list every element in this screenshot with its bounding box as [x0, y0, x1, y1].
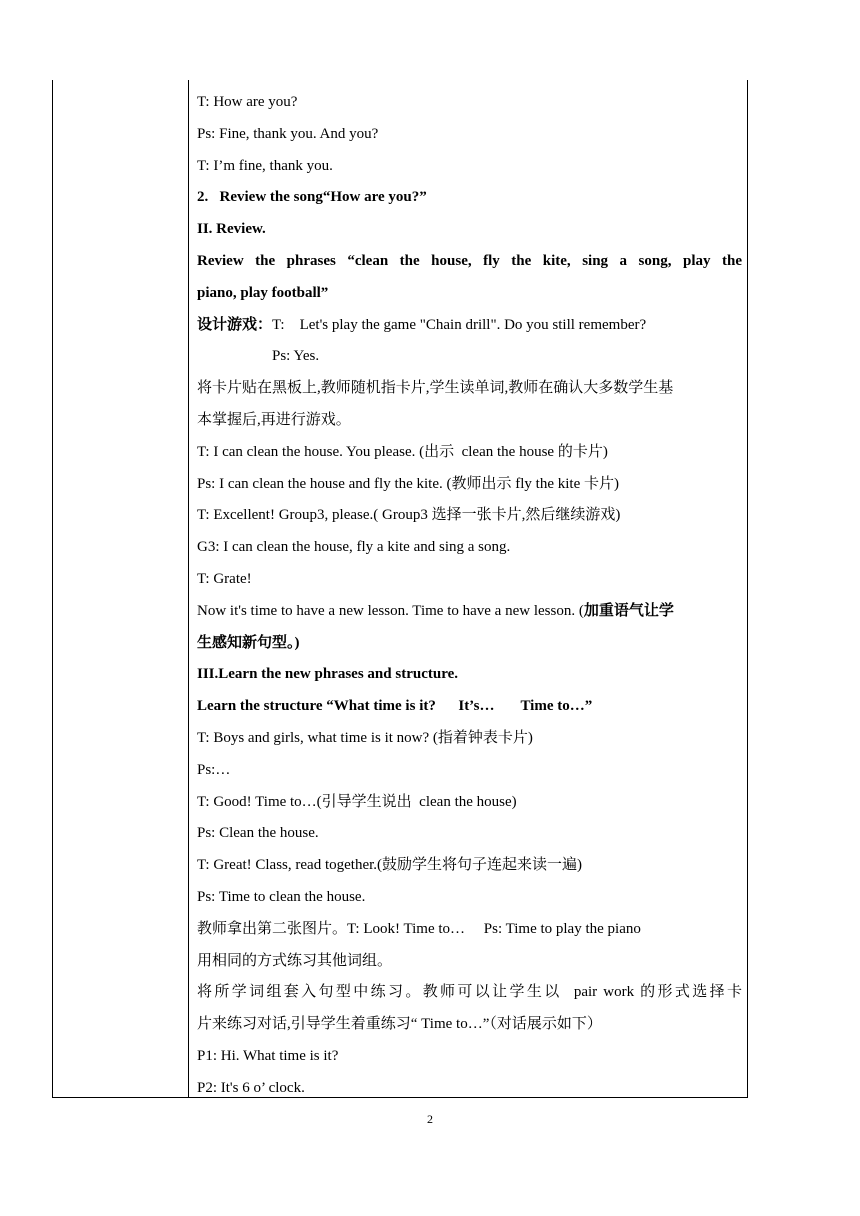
instruction-line: 教师拿出第二张图片。T: Look! Time to… Ps: Time to play the piano [197, 920, 641, 937]
structure-heading: Learn the structure “What time is it? It’s… Time to…” [197, 698, 593, 715]
dialogue-line: Ps: I can clean the house and fly the kite. (教师出示 fly the kite 卡片) [197, 475, 619, 492]
section-heading: II. Review. [197, 221, 266, 238]
step-heading: 2. Review the song“How are you?” [197, 189, 427, 206]
lesson-content [197, 87, 742, 1105]
dialogue-line: T: Boys and girls, what time is it now? (指着钟表卡片) [197, 729, 533, 746]
dialogue-line: Ps: Fine, thank you. And you? [197, 125, 379, 142]
emphasis-note: 加重语气让学 [583, 602, 674, 619]
table-right-column [189, 80, 748, 1097]
dialogue-line: T: How are you? [197, 94, 298, 110]
instruction-line: 将所学词组套入句型中练习。教师可以让学生以 pair work 的形式选择卡 [197, 984, 742, 1001]
dialogue-line: G3: I can clean the house, fly a kite and sing a song. [197, 539, 511, 556]
dialogue-line: T: Grate! [197, 570, 252, 587]
section-heading: III.Learn the new phrases and structure. [197, 666, 458, 683]
dialogue-line: Ps: Clean the house. [197, 825, 319, 842]
emphasis-note: 生感知新句型。) [197, 634, 300, 651]
dialogue-line: T: Excellent! Group3, please.( Group3 选择一张卡片,然后继续游戏) [197, 507, 621, 524]
dialogue-line: T: I can clean the house. You please. (出示 clean the house 的卡片) [197, 443, 608, 460]
new-lesson-line [197, 596, 742, 628]
dialogue-line: T: Good! Time to…(引导学生说出 clean the house) [197, 793, 517, 810]
review-phrases-line: piano, play football” [197, 284, 329, 301]
game-design-label: 设计游戏： [197, 316, 273, 333]
dialogue-line: Ps:… [197, 761, 231, 778]
table-left-column [53, 80, 189, 1097]
instruction-line: 片来练习对话,引导学生着重练习“ Time to…”（对话展示如下） [197, 1016, 602, 1033]
dialogue-line: P2: It's 6 o’ clock. [197, 1079, 305, 1096]
dialogue-line: T: I’m fine, thank you. [197, 157, 333, 174]
game-design-line [197, 310, 742, 342]
dialogue-line: Ps: Yes. [197, 348, 320, 365]
new-lesson-text: Now it's time to have a new lesson. Time to have a new lesson. ( [197, 602, 584, 619]
lesson-plan-table [52, 80, 748, 1098]
dialogue-line: Ps: Time to clean the house. [197, 888, 366, 905]
instruction-line: 本掌握后,再进行游戏。 [197, 411, 351, 428]
dialogue-line: T: Great! Class, read together.(鼓励学生将句子连起来读一遍) [197, 857, 583, 874]
dialogue-line: P1: Hi. What time is it? [197, 1047, 339, 1064]
page-number: 2 [427, 1112, 433, 1126]
instruction-line: 用相同的方式练习其他词组。 [197, 952, 393, 969]
review-phrases-line: Review the phrases “clean the house, fly the kite, sing a song, play the [197, 252, 742, 269]
instruction-line: 将卡片贴在黑板上,教师随机指卡片,学生读单词,教师在确认大多数学生基 [197, 380, 674, 397]
game-design-text: T: Let's play the game "Chain drill". Do you still remember? [272, 316, 647, 333]
